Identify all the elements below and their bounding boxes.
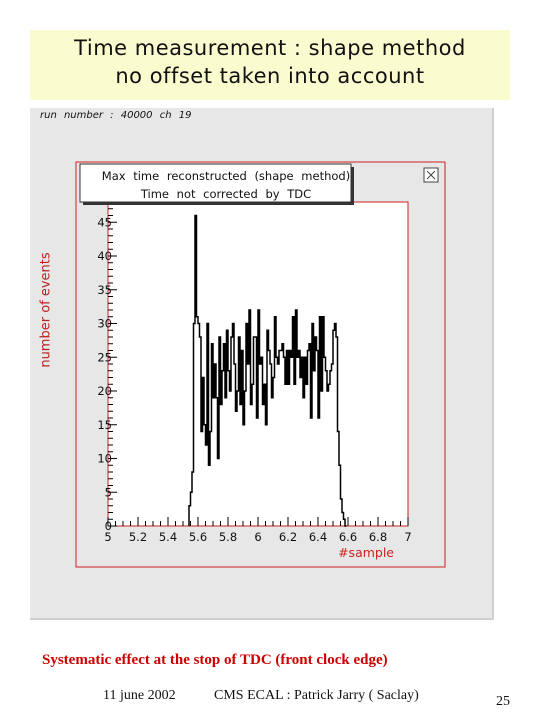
y-axis-label: number of events [38, 252, 54, 368]
chart-subtitle: Time not corrected by TDC [140, 187, 312, 201]
footer-author: CMS ECAL : Patrick Jarry ( Saclay) [214, 688, 419, 703]
y-tick-label: 5 [104, 485, 112, 500]
x-tick-label: 5.6 [188, 530, 208, 544]
x-tick-label: 7 [404, 530, 412, 544]
y-tick-label: 40 [97, 249, 112, 263]
y-tick-label: 35 [97, 282, 112, 297]
x-tick-label: 5.4 [158, 530, 178, 544]
x-tick-label: 5.2 [128, 530, 148, 544]
y-tick-label: 45 [97, 215, 112, 230]
x-tick-label: 5.8 [218, 530, 238, 544]
x-tick-label: 6.4 [308, 530, 328, 544]
run-number-label: run number : 40000 ch 19 [40, 110, 192, 121]
slide-caption: Systematic effect at the stop of TDC (front clock edge) [42, 652, 388, 668]
footer-date: 11 june 2002 [103, 688, 176, 703]
slide-title-line2: no offset taken into account [115, 64, 425, 88]
x-tick-label: 6.2 [278, 530, 298, 544]
close-icon[interactable] [424, 168, 438, 182]
y-tick-label: 10 [97, 451, 112, 466]
x-tick-label: 5 [104, 530, 112, 544]
x-axis-label: #sample [338, 545, 394, 560]
y-tick-label: 15 [97, 417, 112, 432]
y-tick-label: 20 [97, 384, 112, 398]
chart-title: Max time reconstructed (shape method) [101, 169, 351, 183]
slide-title-line1: Time measurement : shape method [74, 36, 466, 60]
y-tick-label: 25 [97, 350, 112, 365]
y-tick-label: 0 [104, 519, 112, 533]
x-tick-label: 6 [254, 530, 262, 544]
y-tick-label: 30 [97, 316, 112, 331]
x-tick-label: 6.6 [338, 530, 358, 544]
x-tick-label: 6.8 [368, 530, 388, 544]
page-number: 25 [496, 694, 510, 709]
